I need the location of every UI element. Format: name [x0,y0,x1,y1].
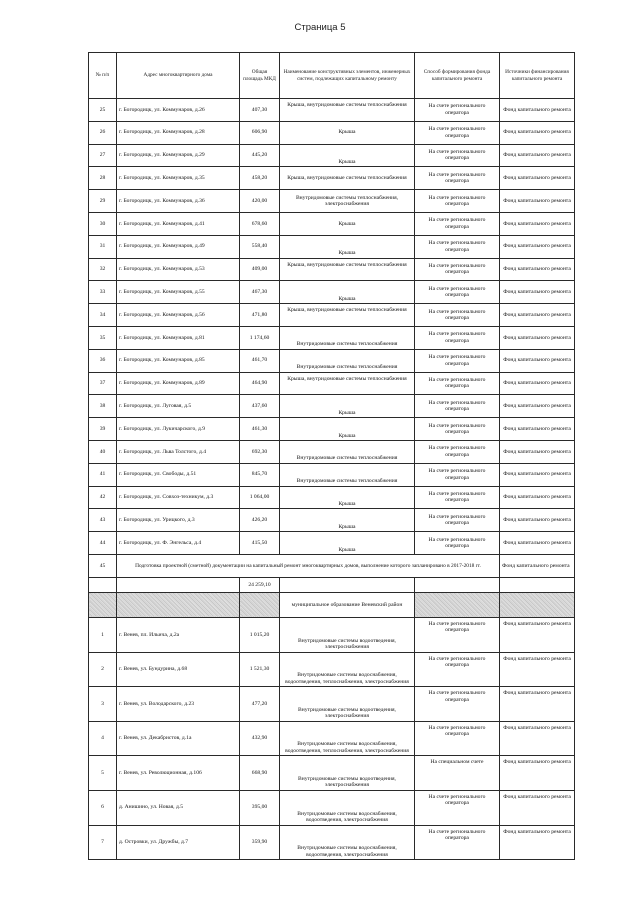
row-work: Крыша [280,144,415,167]
table-row [89,395,575,418]
row-area: 415,50 [240,532,280,555]
row-address: г. Богородицк, ул. Совхоз-техникум, д.3 [117,486,240,509]
table-row-45 [89,554,575,577]
row-address: г. Богородицк, ул. Коммунаров, д.26 [117,99,240,122]
row-method: На счете регионального оператора [415,121,500,144]
row-work: Внутридомовые системы водоотведения, электроснабжения [280,617,415,652]
row-work: Крыша [280,235,415,258]
row-source: Фонд капитального ремонта [500,617,575,652]
row-area: 606,90 [240,121,280,144]
row-number: 6 [89,790,117,825]
row-method: На счете регионального оператора [415,326,500,349]
row-area: 477,20 [240,687,280,722]
section-shade-5 [500,592,575,617]
header-source: Источники финансирования капитального ремонта [500,53,575,99]
row-area: 845,70 [240,463,280,486]
row-number: 38 [89,395,117,418]
row-number: 30 [89,212,117,235]
row-work: Внутридомовые системы водоснабжения, водоотведения, теплоснабжения, электроснабжения [280,652,415,687]
table-row [89,418,575,441]
row-source: Фонд капитального ремонта [500,326,575,349]
row45-source: Фонд капитального ремонта [500,554,575,577]
row-method: На счете регионального оператора [415,190,500,213]
row-area: 471,80 [240,304,280,327]
table-row [89,144,575,167]
row-area: 432,90 [240,721,280,756]
row-address: г. Богородицк, ул. Коммунаров, д.41 [117,212,240,235]
row-work: Крыша, внутридомовые системы теплоснабжения [280,372,415,395]
row-work: Крыша [280,532,415,555]
row-work: Крыша, внутридомовые системы теплоснабжения [280,99,415,122]
section-label: муниципальное образование Веневский район [280,592,415,617]
row-source: Фонд капитального ремонта [500,509,575,532]
row-number: 25 [89,99,117,122]
total-area: 24 259,10 [240,577,280,592]
row-area: 409,00 [240,258,280,281]
row-method: На счете регионального оператора [415,281,500,304]
row-work: Внутридомовые системы водоотведения, электроснабжения [280,756,415,791]
row-address: г. Венев, ул. Бундурина, д.68 [117,652,240,687]
table-row [89,825,575,860]
row-work: Крыша [280,395,415,418]
row-area: 558,40 [240,235,280,258]
row-source: Фонд капитального ремонта [500,652,575,687]
total-empty-1 [89,577,117,592]
row-work: Крыша [280,121,415,144]
row-method: На счете регионального оператора [415,99,500,122]
table-row [89,440,575,463]
row-address: г. Богородицк, ул. Коммунаров, д.85 [117,349,240,372]
row-source: Фонд капитального ремонта [500,486,575,509]
row-address: г. Богородицк, ул. Лукичарского, д.9 [117,418,240,441]
row-address: г. Богородицк, ул. Коммунаров, д.89 [117,372,240,395]
section-shade-2 [117,592,240,617]
row-source: Фонд капитального ремонта [500,825,575,860]
row-source: Фонд капитального ремонта [500,790,575,825]
table-row [89,617,575,652]
row-number: 37 [89,372,117,395]
header-method: Способ формирования фонда капитального ремонта [415,53,500,99]
row-area: 359,90 [240,825,280,860]
row-area: 445,20 [240,144,280,167]
table-row [89,167,575,190]
row-number: 44 [89,532,117,555]
row-address: г. Богородицк, ул. Урицкого, д.3 [117,509,240,532]
row-source: Фонд капитального ремонта [500,212,575,235]
row-work: Внутридомовые системы теплоснабжения [280,463,415,486]
row-number: 43 [89,509,117,532]
row-number: 31 [89,235,117,258]
table-row [89,349,575,372]
row-work: Крыша [280,418,415,441]
row-method: На счете регионального оператора [415,509,500,532]
venev-rows [89,617,575,859]
row-area: 1 174,60 [240,326,280,349]
row-source: Фонд капитального ремонта [500,167,575,190]
row-work: Внутридомовые системы водоснабжения, водоотведения, электроснабжения [280,825,415,860]
table-row [89,687,575,722]
row-area: 426,20 [240,509,280,532]
row-source: Фонд капитального ремонта [500,144,575,167]
row-number: 34 [89,304,117,327]
row-method: На счете регионального оператора [415,652,500,687]
row-work: Внутридомовые системы теплоснабжения [280,349,415,372]
row-source: Фонд капитального ремонта [500,304,575,327]
row-address: г. Богородицк, ул. Ф. Энгельса, д.4 [117,532,240,555]
table-row [89,258,575,281]
row-work: Крыша, внутридомовые системы теплоснабжения [280,304,415,327]
row-number: 33 [89,281,117,304]
row-address: д. Анишино, ул. Новая, д.5 [117,790,240,825]
row-work: Внутридомовые системы теплоснабжения [280,440,415,463]
row-number: 5 [89,756,117,791]
row-address: г. Венев, пл. Ильича, д.2а [117,617,240,652]
total-row [89,577,575,592]
header-address: Адрес многоквартирного дома [117,53,240,99]
row-method: На специальном счете [415,756,500,791]
row-area: 668,90 [240,756,280,791]
row-method: На счете регионального оператора [415,463,500,486]
row-area: 1 015,20 [240,617,280,652]
row-method: На счете регионального оператора [415,418,500,441]
row-source: Фонд капитального ремонта [500,418,575,441]
row-work: Крыша [280,509,415,532]
row-method: На счете регионального оператора [415,790,500,825]
row-number: 1 [89,617,117,652]
row-number: 2 [89,652,117,687]
row-number: 27 [89,144,117,167]
row-area: 1 064,00 [240,486,280,509]
row-address: г. Богородицк, ул. Коммунаров, д.55 [117,281,240,304]
row-area: 420,00 [240,190,280,213]
row-method: На счете регионального оператора [415,395,500,418]
row-address: г. Богородицк, ул. Свободы, д.51 [117,463,240,486]
row-work: Внутридомовые системы водоотведения, электроснабжения [280,687,415,722]
repair-program-table [88,52,575,860]
row-work: Крыша [280,212,415,235]
row-work: Крыша, внутридомовые системы теплоснабжения [280,258,415,281]
table-row [89,372,575,395]
table-row [89,486,575,509]
bogoroditsk-rows [89,99,575,555]
row-address: г. Богородицк, ул. Коммунаров, д.28 [117,121,240,144]
table-row [89,99,575,122]
row-address: д. Островки, ул. Дружбы, д.7 [117,825,240,860]
row-method: На счете регионального оператора [415,212,500,235]
row-source: Фонд капитального ремонта [500,99,575,122]
row45-text: Подготовка проектной (сметной) документации на капитальный ремонт многоквартирных домов, выполнение которого запланировано в 2017-2018 гг. [117,554,500,577]
row-address: г. Богородицк, ул. Коммунаров, д.56 [117,304,240,327]
row-work: Крыша, внутридомовые системы теплоснабжения [280,167,415,190]
row-work: Крыша [280,281,415,304]
row-number: 36 [89,349,117,372]
row-address: г. Богородицк, ул. Коммунаров, д.36 [117,190,240,213]
table-row [89,721,575,756]
table-row [89,756,575,791]
row-source: Фонд капитального ремонта [500,532,575,555]
row-method: На счете регионального оператора [415,304,500,327]
table-row [89,790,575,825]
row-source: Фонд капитального ремонта [500,687,575,722]
row-number: 3 [89,687,117,722]
table-row [89,532,575,555]
row-method: На счете регионального оператора [415,144,500,167]
table-row [89,190,575,213]
row-area: 1 521,30 [240,652,280,687]
row-number: 26 [89,121,117,144]
row-source: Фонд капитального ремонта [500,235,575,258]
table-row [89,509,575,532]
section-row [89,592,575,617]
row-work: Внутридомовые системы водоснабжения, водоотведения, теплоснабжения, электроснабжения [280,721,415,756]
table-row [89,235,575,258]
section-shade-1 [89,592,117,617]
row-address: г. Богородицк, ул. Коммунаров, д.81 [117,326,240,349]
row-method: На счете регионального оператора [415,258,500,281]
row-method: На счете регионального оператора [415,486,500,509]
row45-no: 45 [89,554,117,577]
row-work: Внутридомовые системы водоснабжения, водоотведения, электроснабжения [280,790,415,825]
row-source: Фонд капитального ремонта [500,190,575,213]
row-method: На счете регионального оператора [415,440,500,463]
row-work: Внутридомовые системы теплоснабжения [280,326,415,349]
header-no: № п/п [89,53,117,99]
row-area: 458,20 [240,167,280,190]
row-address: г. Богородицк, ул. Коммунаров, д.35 [117,167,240,190]
row-method: На счете регионального оператора [415,825,500,860]
table-row [89,212,575,235]
table-row [89,304,575,327]
row-source: Фонд капитального ремонта [500,395,575,418]
row-method: На счете регионального оператора [415,617,500,652]
row-address: г. Богородицк, ул. Коммунаров, д.53 [117,258,240,281]
row-address: г. Богородицк, ул. Коммунаров, д.29 [117,144,240,167]
row-address: г. Богородицк, ул. Коммунаров, д.49 [117,235,240,258]
row-number: 35 [89,326,117,349]
section-shade-3 [240,592,280,617]
row-source: Фонд капитального ремонта [500,349,575,372]
row-address: г. Венев, ул. Революционная, д.106 [117,756,240,791]
total-empty-4 [415,577,500,592]
row-method: На счете регионального оператора [415,721,500,756]
row-number: 41 [89,463,117,486]
section-shade-4 [415,592,500,617]
row-area: 461,30 [240,418,280,441]
row-area: 395,00 [240,790,280,825]
table-row [89,326,575,349]
row-source: Фонд капитального ремонта [500,258,575,281]
row-address: г. Богородицк, ул. Льва Толстого, д.4 [117,440,240,463]
row-area: 407,30 [240,99,280,122]
row-work: Крыша [280,486,415,509]
header-area: Общая площадь МКД [240,53,280,99]
table-header-row [89,53,575,99]
row-method: На счете регионального оператора [415,372,500,395]
row-number: 39 [89,418,117,441]
row-method: На счете регионального оператора [415,235,500,258]
row-number: 32 [89,258,117,281]
row-method: На счете регионального оператора [415,349,500,372]
header-work: Наименование конструктивных элементов, инженерных систем, подлежащих капитальному ремонту [280,53,415,99]
row-work: Внутридомовые системы теплоснабжения, электроснабжения [280,190,415,213]
table-row [89,463,575,486]
row-area: 461,70 [240,349,280,372]
row-number: 40 [89,440,117,463]
row-number: 42 [89,486,117,509]
row-area: 437,60 [240,395,280,418]
row-method: На счете регионального оператора [415,167,500,190]
row-address: г. Богородицк, ул. Луговая, д.5 [117,395,240,418]
row-area: 464,90 [240,372,280,395]
row-number: 4 [89,721,117,756]
row-address: г. Венев, ул. Декабристов, д.1а [117,721,240,756]
row-source: Фонд капитального ремонта [500,463,575,486]
row-number: 7 [89,825,117,860]
page-title: Страница 5 [294,22,346,33]
row-number: 29 [89,190,117,213]
row-area: 467,30 [240,281,280,304]
table-row [89,121,575,144]
row-number: 28 [89,167,117,190]
row-source: Фонд капитального ремонта [500,440,575,463]
row-source: Фонд капитального ремонта [500,281,575,304]
total-empty-2 [117,577,240,592]
total-empty-3 [280,577,415,592]
row-source: Фонд капитального ремонта [500,721,575,756]
table-row [89,652,575,687]
row-area: 678,60 [240,212,280,235]
row-source: Фонд капитального ремонта [500,121,575,144]
summary-rows [89,554,575,617]
total-empty-5 [500,577,575,592]
row-area: 692,30 [240,440,280,463]
row-method: На счете регионального оператора [415,687,500,722]
row-source: Фонд капитального ремонта [500,756,575,791]
row-address: г. Венев, ул. Володарского, д.23 [117,687,240,722]
table-row [89,281,575,304]
row-method: На счете регионального оператора [415,532,500,555]
row-source: Фонд капитального ремонта [500,372,575,395]
